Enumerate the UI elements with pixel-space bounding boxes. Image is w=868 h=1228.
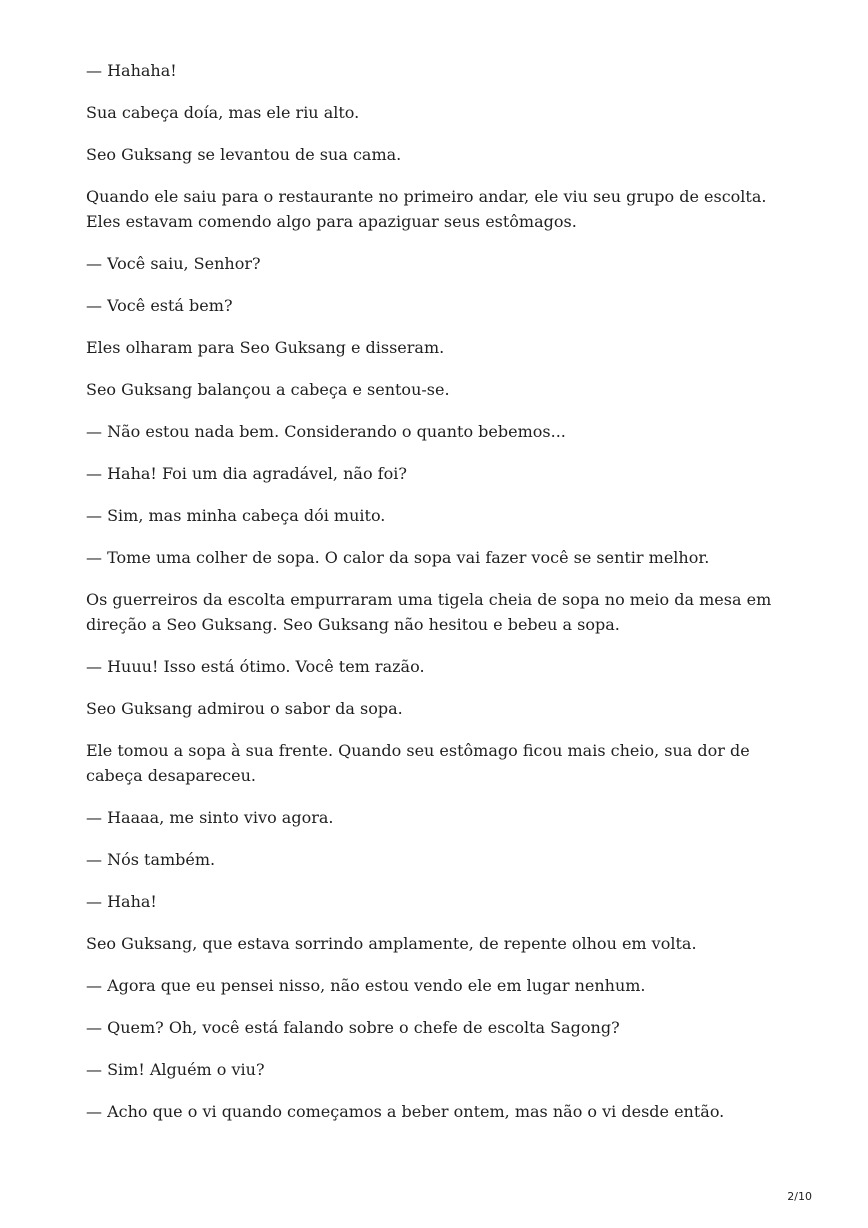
paragraph: — Nós também. xyxy=(86,850,216,869)
paragraph: Seo Guksang admirou o sabor da sopa. xyxy=(86,699,403,718)
paragraph: Os guerreiros da escolta empurraram uma tigela cheia de sopa no meio da mesa em direção a Seo Guksang. Seo Guksang não hesitou e bebeu a sopa. xyxy=(86,590,772,634)
paragraph: — Você saiu, Senhor? xyxy=(86,254,261,273)
paragraph: — Haha! Foi um dia agradável, não foi? xyxy=(86,464,407,483)
paragraph: — Acho que o vi quando começamos a beber ontem, mas não o vi desde então. xyxy=(86,1102,725,1121)
paragraph: — Você está bem? xyxy=(86,296,233,315)
paragraph: Quando ele saiu para o restaurante no primeiro andar, ele viu seu grupo de escolta. Eles estavam comendo algo para apaziguar seus estômagos. xyxy=(86,187,767,231)
paragraph: — Sim! Alguém o viu? xyxy=(86,1060,265,1079)
paragraph: — Tome uma colher de sopa. O calor da sopa vai fazer você se sentir melhor. xyxy=(86,548,710,567)
page-number: 2/10 xyxy=(787,1190,812,1203)
paragraph: — Haaaa, me sinto vivo agora. xyxy=(86,808,334,827)
paragraph: Sua cabeça doía, mas ele riu alto. xyxy=(86,103,360,122)
paragraph: — Haha! xyxy=(86,892,157,911)
paragraph: — Não estou nada bem. Considerando o quanto bebemos... xyxy=(86,422,566,441)
paragraph: — Hahaha! xyxy=(86,61,177,80)
paragraph: Seo Guksang, que estava sorrindo amplamente, de repente olhou em volta. xyxy=(86,934,697,953)
paragraph: — Agora que eu pensei nisso, não estou vendo ele em lugar nenhum. xyxy=(86,976,646,995)
paragraph: Seo Guksang se levantou de sua cama. xyxy=(86,145,402,164)
paragraph: Ele tomou a sopa à sua frente. Quando seu estômago ficou mais cheio, sua dor de cabeça desapareceu. xyxy=(86,741,750,785)
paragraph: — Quem? Oh, você está falando sobre o chefe de escolta Sagong? xyxy=(86,1018,620,1037)
paragraph: — Huuu! Isso está ótimo. Você tem razão. xyxy=(86,657,425,676)
paragraph: Eles olharam para Seo Guksang e disseram. xyxy=(86,338,445,357)
document-body xyxy=(86,58,786,1141)
paragraph: — Sim, mas minha cabeça dói muito. xyxy=(86,506,386,525)
paragraph: Seo Guksang balançou a cabeça e sentou-se. xyxy=(86,380,450,399)
